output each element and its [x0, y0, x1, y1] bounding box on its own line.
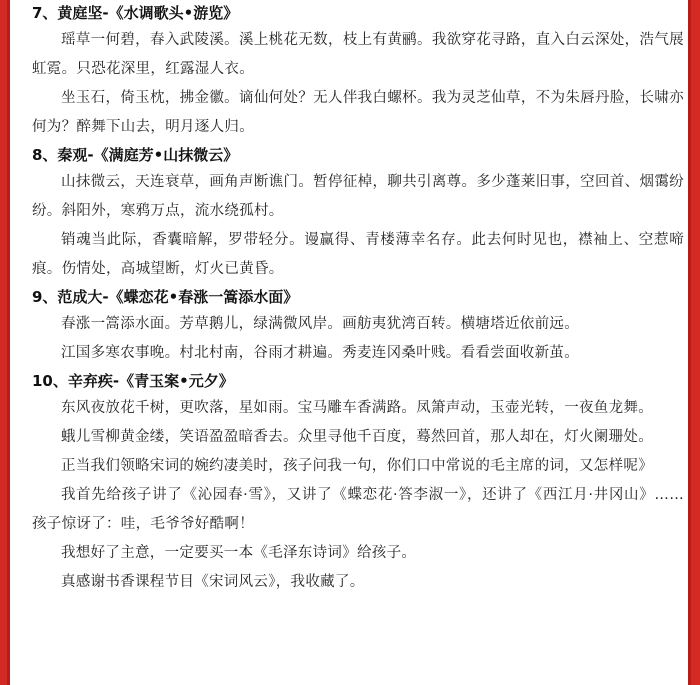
closing-paragraph: 正当我们领略宋词的婉约凄美时，孩子问我一句，你们口中常说的毛主席的词，又怎样呢》	[61, 458, 653, 474]
paragraph: 瑶草一何碧，春入武陵溪。溪上桃花无数，枝上有黄鹂。我欲穿花寻路，直入白云深处，浩气展虹霓。只恐花深里，红露湿人衣。	[32, 32, 684, 77]
section-heading: 7、黄庭坚-《水调歌头•游览》	[32, 4, 239, 22]
paragraph: 东风夜放花千树，更吹落，星如雨。宝马雕车香满路。凤箫声动，玉壶光转，一夜鱼龙舞。	[61, 400, 653, 416]
paragraph: 坐玉石，倚玉枕，拂金徽。谪仙何处？无人伴我白螺杯。我为灵芝仙草，不为朱唇丹脸，长啸亦何为？醉舞下山去，明月逐人归。	[32, 90, 684, 135]
closing-paragraph: 我想好了主意，一定要买一本《毛泽东诗词》给孩子。	[61, 545, 417, 561]
paragraph: 春涨一篙添水面。芳草鹅儿，绿满微风岸。画舫夷犹湾百转。横塘塔近依前远。	[61, 316, 579, 332]
paragraph: 蛾儿雪柳黄金缕，笑语盈盈暗香去。众里寻他千百度，蓦然回首，那人却在，灯火阑珊处。	[61, 429, 653, 445]
section-heading: 9、范成大-《蝶恋花•春涨一篙添水面》	[32, 288, 299, 306]
article-body	[32, 0, 684, 597]
closing-paragraph: 真感谢书香课程节目《宋词风云》，我收藏了。	[61, 574, 365, 590]
paragraph: 销魂当此际，香囊暗解，罗带轻分。谩赢得、青楼薄幸名存。此去何时见也，襟袖上、空惹啼痕。伤情处，高城望断，灯火已黄昏。	[32, 232, 684, 277]
paragraph: 山抹微云，天连衰草，画角声断谯门。暂停征棹，聊共引离尊。多少蓬莱旧事，空回首、烟霭纷纷。斜阳外，寒鸦万点，流水绕孤村。	[32, 174, 684, 219]
article-frame	[7, 0, 691, 685]
section-heading: 8、秦观-《满庭芳•山抹微云》	[32, 146, 239, 164]
section-heading: 10、辛弃疾-《青玉案•元夕》	[32, 372, 234, 390]
closing-paragraph: 我首先给孩子讲了《沁园春·雪》，又讲了《蝶恋花·答李淑一》，还讲了《西江月·井冈山》…… 孩子惊讶了：哇，毛爷爷好酷啊！	[32, 487, 684, 532]
paragraph: 江国多寒农事晚。村北村南，谷雨才耕遍。秀麦连冈桑叶贱。看看尝面收新茧。	[61, 345, 579, 361]
